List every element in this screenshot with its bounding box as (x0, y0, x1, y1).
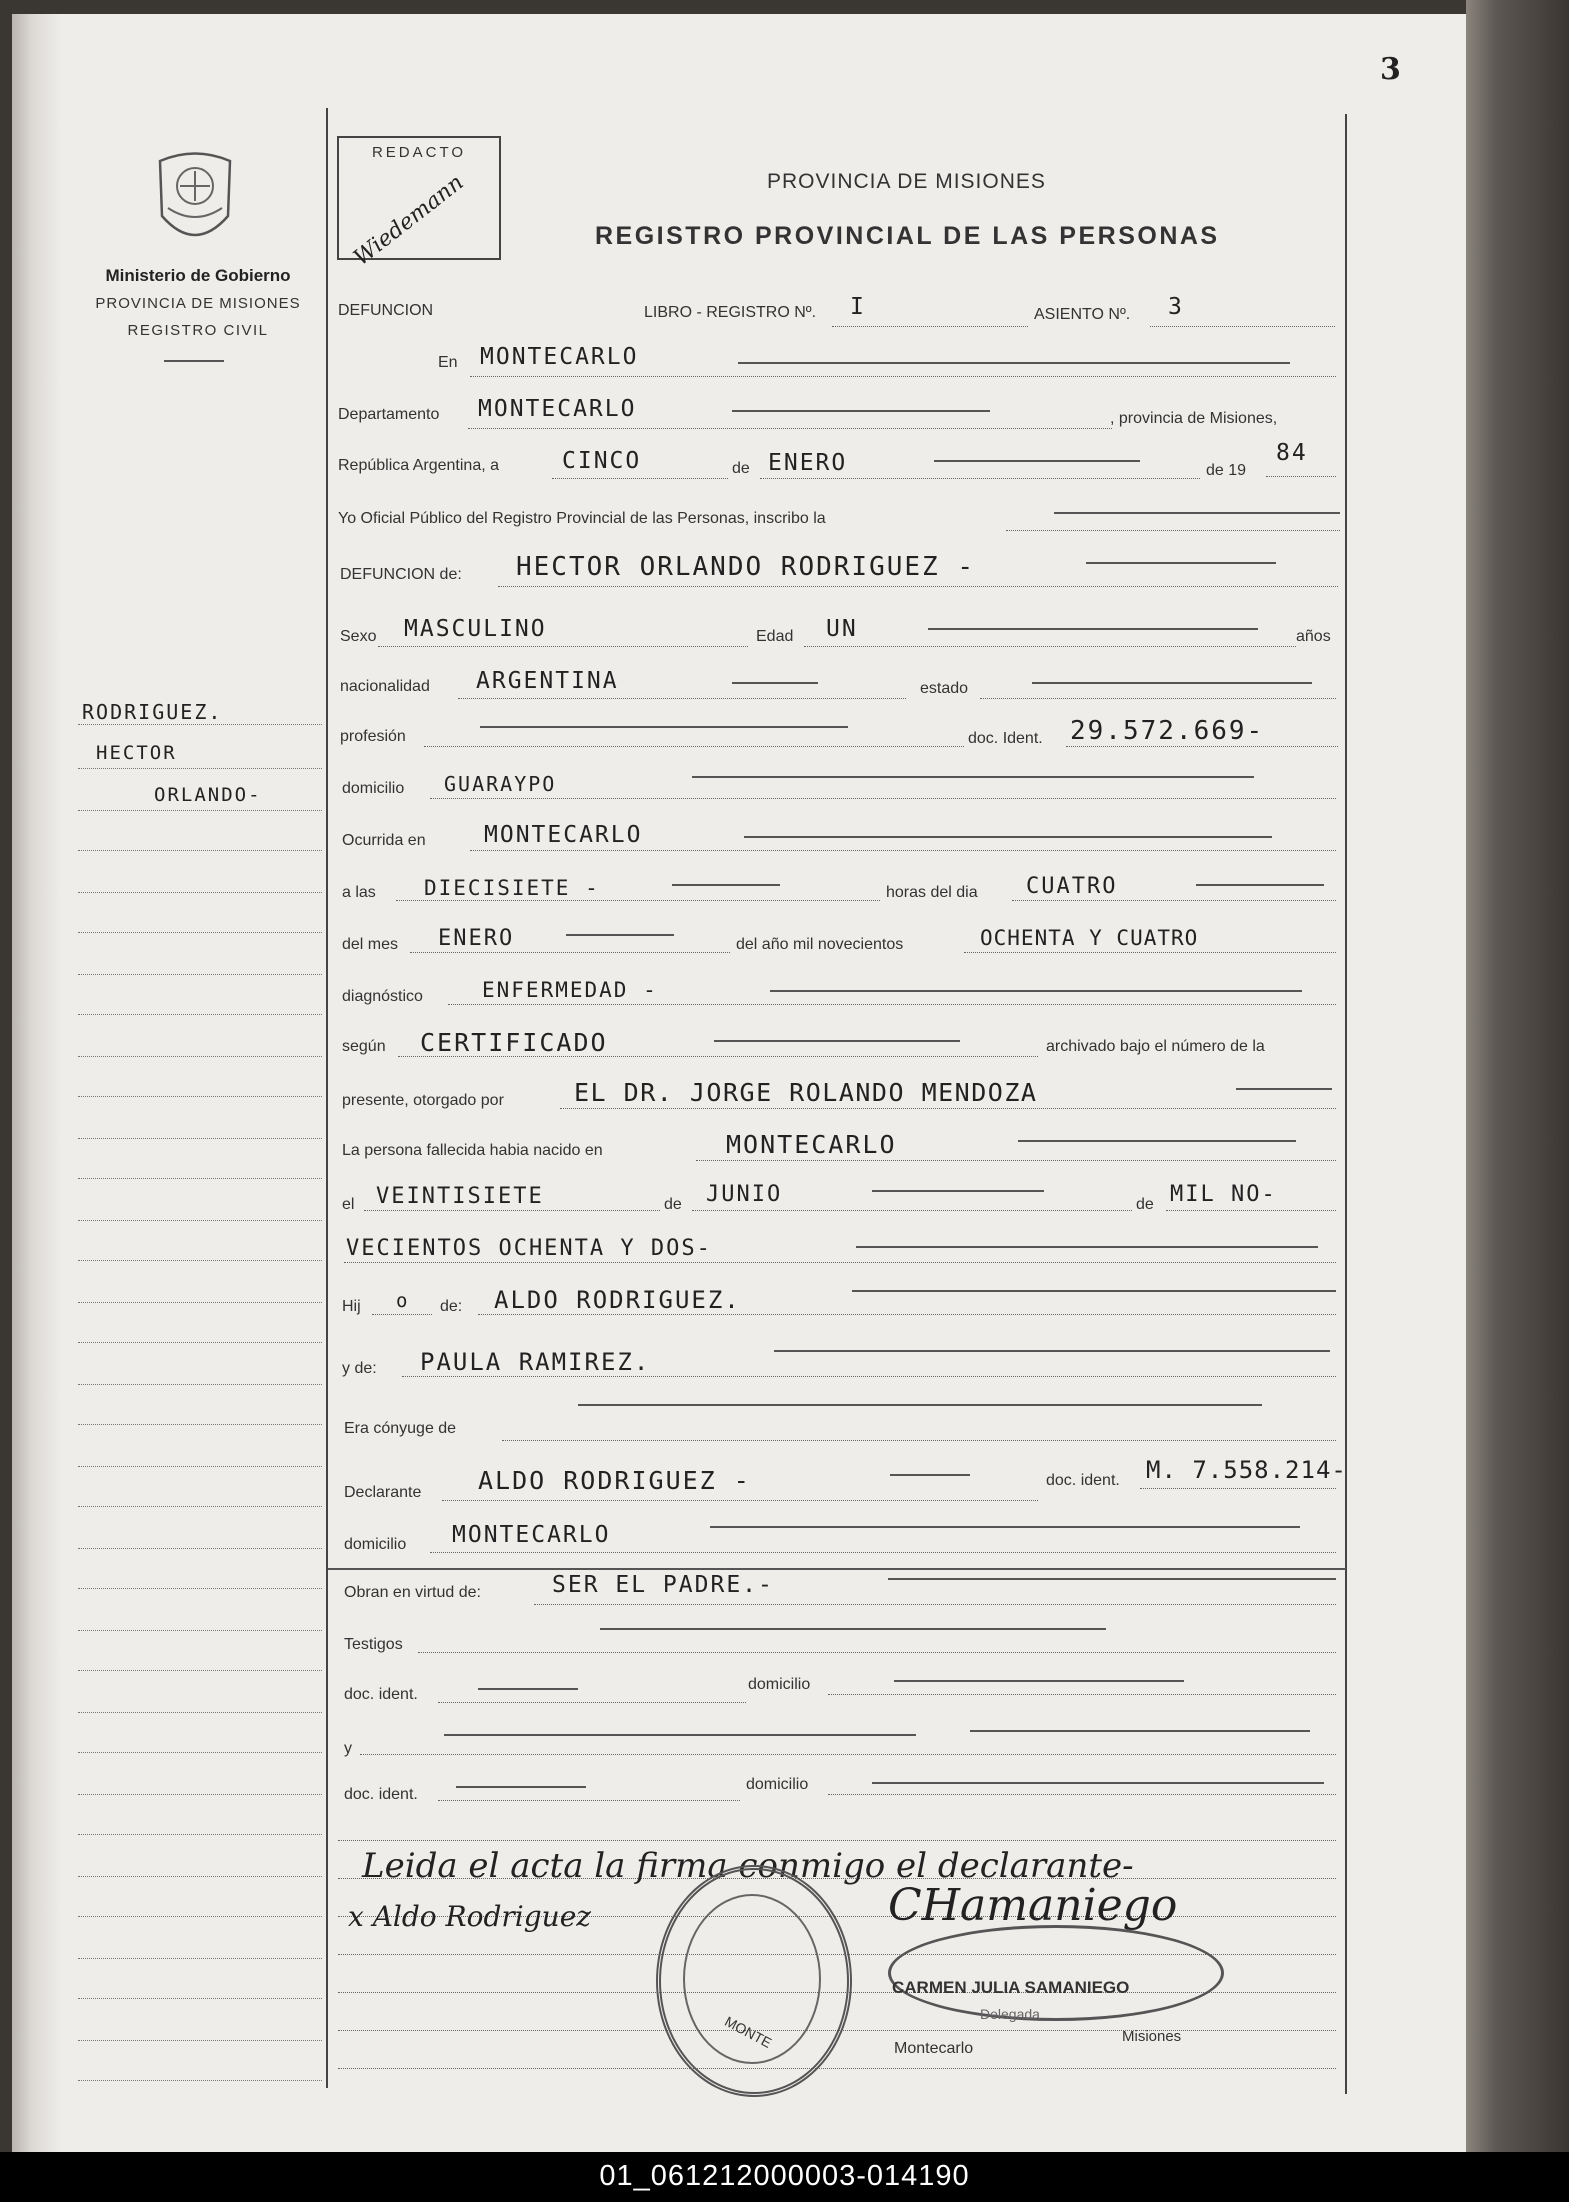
margin-line (78, 2080, 322, 2081)
domicilio-label: domicilio (342, 780, 405, 797)
yo-oficial-label: Yo Oficial Público del Registro Provincial de las Personas, inscribo la (338, 510, 826, 527)
domicilio-line (430, 798, 1336, 799)
yo-oficial-fill (1054, 512, 1340, 514)
domicilio-fill (692, 776, 1254, 778)
yo-oficial-line (1006, 530, 1340, 531)
de19-label: de 19 (1206, 462, 1247, 479)
dia-del-fill (1196, 884, 1324, 886)
nac-dia-value: VEINTISIETE (376, 1184, 544, 1209)
defuncion-de-label: DEFUNCION de: (340, 566, 462, 583)
nombre-value: HECTOR ORLANDO RODRIGUEZ - (516, 552, 975, 582)
testigos-line (418, 1652, 1336, 1653)
madre-value: PAULA RAMIREZ. (420, 1348, 651, 1376)
provincia-firma: Misiones (1122, 2028, 1182, 2045)
declarante-value: ALDO RODRIGUEZ - (478, 1466, 751, 1495)
margin-line (78, 2040, 322, 2041)
nacido-en-fill (1018, 1140, 1296, 1142)
ocurrida-value: MONTECARLO (484, 822, 643, 848)
page-number: 3 (1380, 52, 1401, 87)
declarante-line (442, 1500, 1038, 1501)
testigo1-domicilio-line (828, 1694, 1336, 1695)
redacto-box (337, 136, 501, 271)
margin-line (78, 974, 322, 975)
libro-line (832, 326, 1028, 327)
y-fill-2 (970, 1730, 1310, 1732)
el-label: el (342, 1196, 355, 1213)
domicilio-declarante-fill (710, 1526, 1300, 1528)
obran-fill (888, 1578, 1336, 1580)
testigos-fill (600, 1628, 1106, 1630)
nombre-fill (1086, 562, 1276, 564)
diagnostico-value: ENFERMEDAD - (482, 978, 658, 1002)
margin-line (78, 768, 322, 769)
testigo2-domicilio-line (828, 1794, 1336, 1795)
nac-mes-value: JUNIO (706, 1182, 783, 1207)
domicilio-value: GUARAYPO (444, 772, 557, 796)
a-las-label: a las (342, 884, 376, 901)
nacionalidad-value: ARGENTINA (476, 668, 619, 694)
y-fill (444, 1734, 916, 1736)
mes-fill (934, 460, 1140, 462)
ano-del-value: OCHENTA Y CUATRO (980, 926, 1199, 950)
ministry-registry: REGISTRO CIVIL (127, 322, 269, 339)
official-round-stamp (656, 1865, 852, 2097)
asiento-line (1150, 326, 1335, 327)
nac-mes-line (692, 1210, 1132, 1211)
redacto-label: REDACTO (371, 144, 467, 161)
province-heading: PROVINCIA DE MISIONES (767, 170, 1046, 193)
margin-line (78, 1220, 322, 1221)
domicilio-declarante-value: MONTECARLO (452, 1522, 611, 1548)
nac-mes-fill (872, 1190, 1044, 1192)
en-value: MONTECARLO (480, 344, 639, 370)
obran-line (534, 1604, 1336, 1605)
diagnostico-label: diagnóstico (342, 988, 423, 1005)
del-mes-label: del mes (342, 936, 399, 953)
leida-text: Leida el acta la firma conmigo el declarante- (362, 1846, 1134, 1886)
departamento-value: MONTECARLO (478, 396, 637, 422)
de-nac2-label: de (1136, 1196, 1154, 1213)
asiento-label: ASIENTO Nº. (1034, 306, 1131, 323)
hora-fill (672, 884, 780, 886)
margin-line (78, 1138, 322, 1139)
margin-line (78, 1834, 322, 1835)
y-line (360, 1754, 1336, 1755)
republica-label: República Argentina, a (338, 457, 499, 474)
segun-label: según (342, 1038, 386, 1055)
asiento-value: 3 (1168, 294, 1184, 320)
sexo-label: Sexo (340, 628, 377, 645)
margin-line (78, 1096, 322, 1097)
testigo1-domicilio-fill (894, 1680, 1184, 1682)
estado-label: estado (920, 680, 969, 697)
margin-note-surname: RODRIGUEZ. (82, 700, 223, 724)
segun-fill (714, 1040, 960, 1042)
de-nac-label: de (664, 1196, 682, 1213)
estado-fill (1032, 682, 1312, 684)
segun-line (398, 1056, 1038, 1057)
edad-line (804, 646, 1296, 647)
margin-line (78, 1630, 322, 1631)
hora-line (396, 900, 880, 901)
hij-suffix: o (396, 1290, 410, 1312)
profesion-line (424, 746, 964, 747)
section-divider (328, 1568, 1346, 1570)
margin-line (78, 1712, 322, 1713)
margin-line (78, 1178, 322, 1179)
edad-value: UN (826, 616, 858, 642)
nac-ano2-fill (856, 1246, 1318, 1248)
edad-label: Edad (756, 628, 794, 645)
nac-ano2-line (344, 1262, 1336, 1263)
profesion-label: profesión (340, 728, 406, 745)
margin-line (78, 1302, 322, 1303)
margin-line (78, 932, 322, 933)
declarante-fill (890, 1474, 970, 1476)
nac-ano2-value: VECIENTOS OCHENTA Y DOS- (346, 1236, 712, 1261)
ano-del-line (964, 952, 1336, 953)
madre-line (402, 1376, 1336, 1377)
testigo1-domicilio-label: domicilio (748, 1676, 811, 1693)
domicilio-declarante-line (430, 1552, 1336, 1553)
archivado-label: archivado bajo el número de la (1046, 1038, 1265, 1055)
margin-line (78, 1916, 322, 1917)
mes-del-line (410, 952, 730, 953)
dia-line (552, 478, 728, 479)
oficial-cargo: Delegada (980, 2006, 1040, 2022)
y-label: y (344, 1740, 352, 1757)
declarante-label: Declarante (344, 1484, 422, 1501)
conyuge-label: Era cónyuge de (344, 1420, 457, 1437)
anos-label: años (1296, 628, 1331, 645)
right-border-line (1345, 114, 1347, 2094)
otorgado-fill (1236, 1088, 1332, 1090)
conyuge-line (502, 1440, 1336, 1441)
padre-de-label: de: (440, 1298, 463, 1315)
obran-value: SER EL PADRE.- (552, 1572, 774, 1598)
redacto-signature: Wiedemann (349, 170, 469, 271)
ocurrida-label: Ocurrida en (342, 832, 426, 849)
nacido-en-line (696, 1160, 1336, 1161)
padre-value: ALDO RODRIGUEZ. (494, 1286, 741, 1314)
en-label: En (438, 354, 458, 371)
testigo1-doc-label: doc. ident. (344, 1686, 418, 1703)
margin-line (78, 850, 322, 851)
testigo2-doc-label: doc. ident. (344, 1786, 418, 1803)
y-de-label: y de: (342, 1360, 377, 1377)
dia-del-value: CUATRO (1026, 874, 1118, 899)
page-binding (12, 14, 62, 2152)
margin-line (78, 1998, 322, 1999)
margin-line (78, 1670, 322, 1671)
hij-label: Hij (342, 1298, 361, 1315)
padre-line (478, 1314, 1336, 1315)
presente-label: presente, otorgado por (342, 1092, 504, 1109)
stamp-text: MONTE (722, 2013, 775, 2051)
firma-declarante: x Aldo Rodriguez (348, 1900, 592, 1933)
firma-oficial: CHamaniego (888, 1880, 1178, 1931)
margin-column-line (326, 108, 328, 2088)
en-fill (738, 362, 1290, 364)
closing-line-7 (338, 2068, 1336, 2069)
margin-line (78, 724, 322, 725)
book-edge (1466, 0, 1569, 2152)
segun-value: CERTIFICADO (420, 1028, 608, 1057)
testigo2-doc-line (438, 1800, 740, 1801)
diagnostico-line (448, 1004, 1336, 1005)
margin-line (78, 1794, 322, 1795)
nac-ano1-line (1166, 1210, 1336, 1211)
departamento-line (468, 428, 1112, 429)
oficial-nombre: CARMEN JULIA SAMANIEGO (892, 1978, 1130, 1997)
margin-line (78, 1876, 322, 1877)
ocurrida-fill (744, 836, 1272, 838)
doc-declarante-line (1140, 1488, 1336, 1489)
margin-line (78, 1466, 322, 1467)
domicilio-declarante-label: domicilio (344, 1536, 407, 1553)
sexo-value: MASCULINO (404, 616, 547, 642)
testigos-label: Testigos (344, 1636, 403, 1653)
margin-line (78, 1958, 322, 1959)
ocurrida-line (470, 850, 1336, 851)
nacionalidad-line (458, 698, 906, 699)
otorgado-value: EL DR. JORGE ROLANDO MENDOZA (574, 1078, 1038, 1107)
departamento-label: Departamento (338, 406, 440, 423)
de-label: de (732, 460, 750, 477)
doc-ident-label: doc. Ident. (968, 730, 1043, 747)
dia-value: CINCO (562, 448, 642, 474)
margin-line (78, 892, 322, 893)
nombre-line (498, 586, 1338, 587)
mes-del-value: ENERO (438, 926, 515, 951)
mes-del-fill (566, 934, 674, 936)
doc-value: 29.572.669- (1070, 716, 1265, 746)
estado-line (980, 698, 1336, 699)
scan-id-footer: 01_061212000003-014190 (0, 2152, 1569, 2202)
del-ano-label: del año mil novecientos (736, 936, 904, 953)
nac-ano1-value: MIL NO- (1170, 1182, 1277, 1207)
lugar: Montecarlo (894, 2040, 974, 2057)
margin-line (78, 1506, 322, 1507)
margin-line (78, 1260, 322, 1261)
margin-line (78, 1014, 322, 1015)
libro-value: I (850, 294, 866, 320)
testigo2-doc-fill (456, 1786, 586, 1788)
hij-line (372, 1314, 432, 1315)
nac-dia-line (364, 1210, 660, 1211)
margin-line (78, 1588, 322, 1589)
ministry-title: Ministerio de Gobierno (105, 266, 291, 285)
margin-line (78, 1752, 322, 1753)
ano-line (1266, 476, 1336, 477)
doc-ident2-label: doc. ident. (1046, 1472, 1120, 1489)
diagnostico-fill (770, 990, 1302, 992)
ano-value: 84 (1276, 440, 1308, 466)
provincial-seal-icon (150, 146, 240, 256)
margin-line (78, 1384, 322, 1385)
provincia-label: , provincia de Misiones, (1110, 410, 1278, 427)
registry-heading: REGISTRO PROVINCIAL DE LAS PERSONAS (595, 222, 1220, 250)
margin-note-middle: ORLANDO- (154, 784, 262, 806)
mes-value: ENERO (768, 450, 848, 476)
persona-nacido-label: La persona fallecida habia nacido en (342, 1142, 603, 1159)
testigo1-doc-line (438, 1702, 746, 1703)
closing-line-1 (338, 1840, 1336, 1841)
mes-line (760, 478, 1200, 479)
profesion-fill (480, 726, 848, 728)
signature-stamp (888, 1925, 1224, 2021)
obran-label: Obran en virtud de: (344, 1584, 481, 1601)
otorgado-line (560, 1108, 1336, 1109)
departamento-fill (732, 410, 990, 412)
margin-line (78, 1424, 322, 1425)
libro-label: LIBRO - REGISTRO Nº. (644, 304, 817, 321)
margin-line (78, 1342, 322, 1343)
testigo2-domicilio-fill (872, 1782, 1324, 1784)
margin-line (78, 1548, 322, 1549)
margin-note-name: HECTOR (96, 742, 177, 764)
madre-fill (774, 1350, 1330, 1352)
testigo1-doc-fill (478, 1688, 578, 1690)
testigo2-domicilio-label: domicilio (746, 1776, 809, 1793)
edad-fill (928, 628, 1258, 630)
nacionalidad-label: nacionalidad (340, 678, 430, 695)
madre-fill-2 (578, 1404, 1262, 1406)
ministry-divider (164, 360, 224, 362)
ministry-province: PROVINCIA DE MISIONES (95, 295, 301, 312)
hora-value: DIECISIETE - (424, 876, 600, 900)
en-line (470, 376, 1336, 377)
defuncion-label: DEFUNCION (338, 302, 434, 319)
nacido-en-value: MONTECARLO (726, 1130, 897, 1159)
nacionalidad-fill (732, 682, 818, 684)
horas-label: horas del dia (886, 884, 978, 901)
dia-del-line (1012, 900, 1336, 901)
doc-declarante-value: M. 7.558.214- (1146, 1456, 1347, 1484)
margin-line (78, 1056, 322, 1057)
doc-line (1066, 746, 1338, 747)
padre-fill (852, 1290, 1336, 1292)
sexo-line (378, 646, 748, 647)
margin-line (78, 810, 322, 811)
